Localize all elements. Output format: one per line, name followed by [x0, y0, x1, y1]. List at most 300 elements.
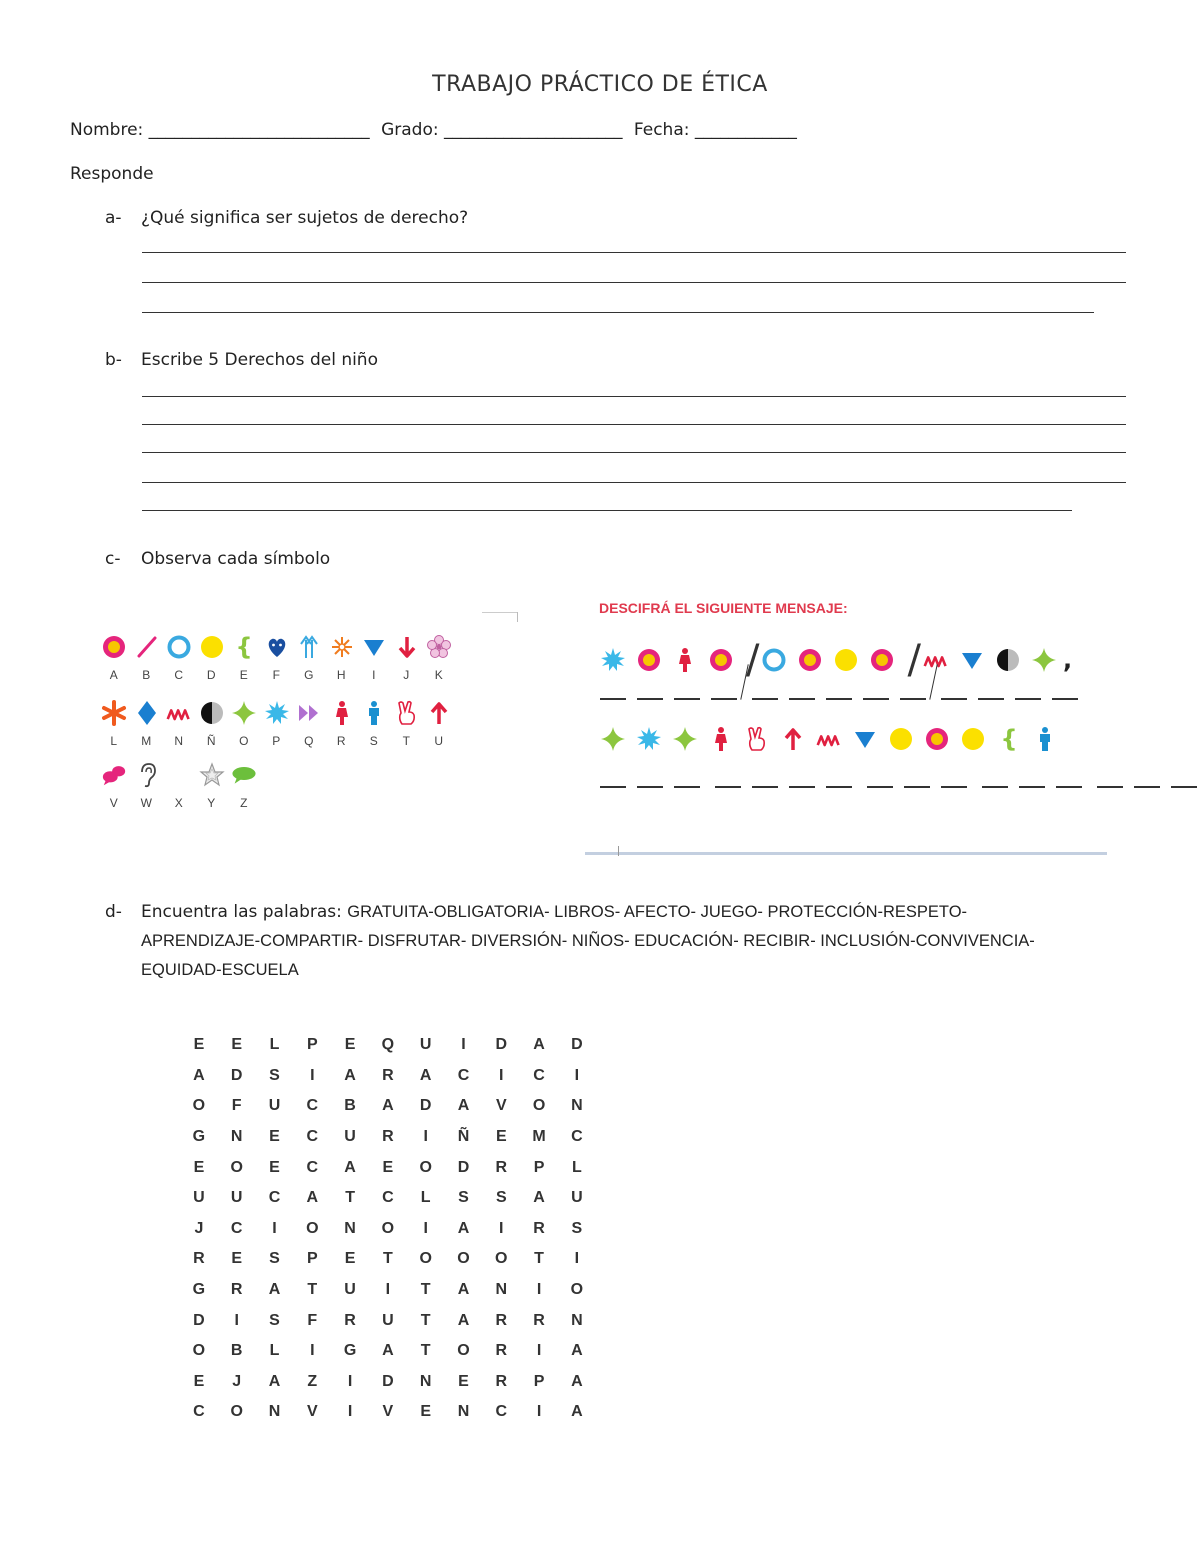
- grid-cell[interactable]: I: [499, 1219, 504, 1237]
- grid-cell[interactable]: P: [306, 1250, 318, 1268]
- letter-blank[interactable]: [1097, 786, 1123, 788]
- grid-cell[interactable]: R: [495, 1158, 508, 1176]
- grid-cell[interactable]: C: [306, 1158, 319, 1176]
- letter-blank[interactable]: [941, 786, 967, 788]
- grid-cell[interactable]: D: [495, 1036, 508, 1054]
- grid-row: [180, 1275, 596, 1306]
- letter-blank[interactable]: [600, 786, 626, 788]
- letter-blank[interactable]: [826, 786, 852, 788]
- ring-icon: [924, 726, 950, 752]
- grid-cell[interactable]: A: [419, 1066, 432, 1084]
- grid-cell[interactable]: U: [571, 1189, 583, 1207]
- grid-cell[interactable]: E: [269, 1158, 280, 1176]
- letter-blank[interactable]: [1052, 698, 1078, 700]
- grid-cell[interactable]: T: [307, 1281, 318, 1299]
- grid-cell[interactable]: T: [382, 1250, 393, 1268]
- grid-cell[interactable]: C: [230, 1219, 243, 1237]
- grid-cell[interactable]: A: [268, 1372, 281, 1390]
- cipher-key-letter: K: [434, 668, 444, 682]
- grid-cell[interactable]: I: [234, 1311, 239, 1329]
- grid-cell[interactable]: A: [457, 1311, 470, 1329]
- ear-icon: [134, 762, 160, 788]
- answer-line[interactable]: [142, 396, 1126, 397]
- grid-cell[interactable]: E: [193, 1372, 205, 1390]
- zigzag-icon: [166, 700, 192, 726]
- grid-cell[interactable]: S: [458, 1189, 469, 1207]
- grid-cell[interactable]: R: [495, 1311, 508, 1329]
- cipher-key-letter: E: [239, 668, 249, 682]
- grid-cell[interactable]: E: [193, 1036, 205, 1054]
- grid-cell[interactable]: E: [382, 1158, 394, 1176]
- grid-cell[interactable]: C: [193, 1403, 205, 1421]
- panel-border: [618, 846, 619, 856]
- grid-cell[interactable]: P: [306, 1036, 318, 1054]
- grid-cell[interactable]: L: [420, 1189, 431, 1207]
- question-b: [105, 350, 378, 370]
- letter-blank[interactable]: [1015, 698, 1041, 700]
- grid-cell[interactable]: N: [230, 1128, 243, 1146]
- grid-cell[interactable]: U: [419, 1036, 432, 1054]
- grid-cell[interactable]: J: [232, 1372, 242, 1390]
- grid-cell[interactable]: O: [570, 1281, 584, 1299]
- grid-cell[interactable]: G: [192, 1128, 206, 1146]
- grid-cell[interactable]: I: [536, 1342, 542, 1360]
- letter-blank[interactable]: [1171, 786, 1197, 788]
- grid-row: [180, 1030, 596, 1061]
- grid-row: [180, 1183, 596, 1214]
- panel-border: [585, 852, 1107, 855]
- grid-cell[interactable]: U: [193, 1189, 205, 1207]
- triangle-icon: [852, 726, 878, 752]
- cipher-key-letter: F: [272, 668, 281, 682]
- blank-icon: [166, 762, 192, 788]
- grid-cell[interactable]: C: [306, 1128, 319, 1146]
- page-title: TRABAJO PRÁCTICO DE ÉTICA: [432, 72, 768, 97]
- cipher-key-letter: U: [434, 734, 445, 748]
- grid-cell[interactable]: Z: [307, 1372, 318, 1390]
- brace-icon: [996, 726, 1022, 752]
- grid-cell[interactable]: O: [457, 1250, 470, 1268]
- message-line-2: [600, 726, 1068, 752]
- letter-blank[interactable]: [752, 698, 778, 700]
- cipher-key-cell: [423, 634, 456, 682]
- cipher-key-letter: A: [109, 668, 119, 682]
- grid-cell[interactable]: C: [533, 1066, 545, 1084]
- grid-cell[interactable]: R: [495, 1342, 508, 1360]
- cipher-key-cell: [326, 634, 359, 682]
- word-gap: [1093, 786, 1097, 788]
- grid-cell[interactable]: A: [571, 1372, 583, 1390]
- grid-cell[interactable]: C: [268, 1189, 281, 1207]
- grid-cell[interactable]: G: [343, 1342, 357, 1360]
- question-c: [105, 549, 330, 569]
- grid-cell[interactable]: C: [571, 1128, 583, 1146]
- grid-cell[interactable]: U: [230, 1189, 243, 1207]
- letter-blank[interactable]: [711, 698, 737, 700]
- answer-line[interactable]: [142, 482, 1126, 483]
- grid-row: [180, 1061, 596, 1092]
- green-sparkle-icon: [600, 726, 626, 752]
- down-arrow-icon: [394, 634, 420, 660]
- grid-cell[interactable]: N: [457, 1403, 470, 1421]
- cipher-key-letter: Ñ: [206, 734, 217, 748]
- grid-cell[interactable]: D: [382, 1372, 394, 1390]
- grid-cell[interactable]: S: [269, 1311, 280, 1329]
- grid-cell[interactable]: I: [499, 1066, 504, 1084]
- cipher-key-cell: [131, 700, 164, 748]
- answer-line[interactable]: [142, 424, 1126, 425]
- grid-cell[interactable]: B: [230, 1342, 243, 1360]
- grid-cell[interactable]: I: [310, 1342, 315, 1360]
- grid-cell[interactable]: T: [420, 1342, 431, 1360]
- grid-cell[interactable]: I: [574, 1250, 580, 1268]
- letter-blank[interactable]: [789, 698, 815, 700]
- grid-cell[interactable]: N: [268, 1403, 281, 1421]
- question-b-letter: b-: [105, 350, 122, 370]
- word-gap: [978, 786, 982, 788]
- letter-blank[interactable]: [637, 786, 663, 788]
- grado-field[interactable]: Grado: _____________________: [381, 120, 623, 140]
- grid-cell[interactable]: E: [344, 1250, 356, 1268]
- blank-line-2[interactable]: [600, 786, 1200, 788]
- cipher-key-letter: Y: [207, 796, 217, 810]
- ring-icon: [101, 634, 127, 660]
- ring-icon: [636, 647, 662, 673]
- grid-cell[interactable]: D: [193, 1311, 205, 1329]
- question-d-prefix: Encuentra las palabras:: [141, 902, 342, 922]
- grid-cell[interactable]: D: [230, 1066, 243, 1084]
- grid-cell[interactable]: E: [420, 1403, 432, 1421]
- letter-blank[interactable]: [982, 786, 1008, 788]
- question-d: [105, 898, 1125, 985]
- letter-blank[interactable]: [1134, 786, 1160, 788]
- grid-cell[interactable]: T: [420, 1311, 431, 1329]
- cipher-key-letter: N: [174, 734, 185, 748]
- flower-icon: [426, 634, 452, 660]
- yellow-dot-icon: [833, 647, 859, 673]
- green-sparkle-icon: [231, 700, 257, 726]
- grid-cell[interactable]: E: [193, 1158, 205, 1176]
- slash-icon: [134, 634, 160, 660]
- question-c-letter: c-: [105, 549, 121, 569]
- cipher-key-cell: [196, 762, 229, 810]
- grid-cell[interactable]: O: [230, 1158, 243, 1176]
- cipher-key-cell: [391, 700, 424, 748]
- diamond-icon: [134, 700, 160, 726]
- grid-cell[interactable]: I: [347, 1403, 353, 1421]
- grid-cell[interactable]: T: [345, 1189, 355, 1207]
- grid-cell[interactable]: I: [536, 1281, 542, 1299]
- blue-ring-icon: [761, 647, 787, 673]
- cipher-key-cell: [196, 700, 229, 748]
- cipher-key-letter: B: [142, 668, 152, 682]
- grid-cell[interactable]: O: [457, 1342, 470, 1360]
- question-d-letter: d-: [105, 902, 122, 922]
- answer-line[interactable]: [142, 510, 1072, 511]
- letter-blank[interactable]: [752, 786, 778, 788]
- answer-line[interactable]: [142, 452, 1126, 453]
- answer-line[interactable]: [142, 252, 1126, 253]
- letter-blank[interactable]: [637, 698, 663, 700]
- grid-cell[interactable]: N: [571, 1311, 583, 1329]
- grid-cell[interactable]: I: [310, 1066, 315, 1084]
- grid-cell[interactable]: A: [533, 1036, 545, 1054]
- grid-cell[interactable]: R: [533, 1219, 545, 1237]
- grid-cell[interactable]: M: [532, 1128, 546, 1146]
- cipher-key-row: [98, 634, 456, 682]
- grid-cell[interactable]: R: [495, 1372, 508, 1390]
- cipher-key-cell: [98, 634, 131, 682]
- nombre-field[interactable]: Nombre: __________________________: [70, 120, 370, 140]
- half-circle-icon: [995, 647, 1021, 673]
- grid-cell[interactable]: I: [461, 1036, 466, 1054]
- cipher-key-cell: [261, 634, 294, 682]
- answer-line[interactable]: [142, 282, 1126, 283]
- grid-cell[interactable]: A: [306, 1189, 319, 1207]
- cipher-key-cell: [391, 634, 424, 682]
- grid-cell[interactable]: C: [306, 1097, 319, 1115]
- cipher-key-cell: [196, 634, 229, 682]
- grid-row: [180, 1367, 596, 1398]
- grid-cell[interactable]: R: [230, 1281, 243, 1299]
- grid-cell[interactable]: A: [382, 1097, 394, 1115]
- grid-cell[interactable]: N: [571, 1097, 583, 1115]
- letter-blank[interactable]: [1019, 786, 1045, 788]
- cipher-key-cell: [98, 700, 131, 748]
- cipher-key-letter: X: [174, 796, 184, 810]
- answer-line[interactable]: [142, 312, 1094, 313]
- grid-cell[interactable]: R: [344, 1311, 356, 1329]
- grid-cell[interactable]: O: [495, 1250, 508, 1268]
- grid-cell[interactable]: E: [495, 1128, 507, 1146]
- grid-cell[interactable]: I: [347, 1372, 353, 1390]
- grid-cell[interactable]: J: [194, 1219, 204, 1237]
- grid-cell[interactable]: R: [193, 1250, 205, 1268]
- cipher-key-letter: S: [369, 734, 379, 748]
- letter-blank[interactable]: [789, 786, 815, 788]
- letter-blank[interactable]: [674, 698, 700, 700]
- grid-cell[interactable]: R: [382, 1066, 394, 1084]
- letter-blank[interactable]: [600, 698, 626, 700]
- grid-cell[interactable]: O: [419, 1250, 432, 1268]
- cipher-key-letter: H: [336, 668, 347, 682]
- grid-cell[interactable]: U: [344, 1281, 356, 1299]
- word-search-grid[interactable]: [180, 1030, 596, 1428]
- grid-cell[interactable]: A: [571, 1403, 583, 1421]
- grid-cell[interactable]: C: [382, 1189, 394, 1207]
- grid-cell[interactable]: Ñ: [457, 1128, 470, 1146]
- grid-row: [180, 1152, 596, 1183]
- triangle-icon: [361, 634, 387, 660]
- grid-cell[interactable]: S: [269, 1250, 280, 1268]
- grid-cell[interactable]: L: [269, 1036, 280, 1054]
- grid-cell[interactable]: U: [268, 1097, 281, 1115]
- word-gap: [937, 698, 941, 700]
- cipher-key-letter: R: [336, 734, 347, 748]
- grid-cell[interactable]: A: [344, 1158, 356, 1176]
- grid-cell[interactable]: A: [533, 1189, 545, 1207]
- grid-cell[interactable]: U: [344, 1128, 356, 1146]
- grid-cell[interactable]: L: [571, 1158, 582, 1176]
- grid-cell[interactable]: P: [533, 1372, 545, 1390]
- cipher-key-letter: J: [403, 668, 411, 682]
- grid-cell[interactable]: O: [192, 1342, 206, 1360]
- peace-hand-icon: [394, 700, 420, 726]
- grid-cell[interactable]: A: [344, 1066, 356, 1084]
- cipher-key-letter: G: [304, 668, 315, 682]
- grid-cell[interactable]: D: [571, 1036, 583, 1054]
- cipher-key-cell: [326, 700, 359, 748]
- grid-row: [180, 1122, 596, 1153]
- cipher-key-cell: [228, 700, 261, 748]
- letter-blank[interactable]: [941, 698, 967, 700]
- question-a-text: ¿Qué significa ser sujetos de derecho?: [141, 208, 469, 228]
- heart-face-icon: [264, 634, 290, 660]
- grid-cell[interactable]: O: [306, 1219, 319, 1237]
- woman-icon: [708, 726, 734, 752]
- grid-cell[interactable]: O: [381, 1219, 395, 1237]
- grid-cell[interactable]: R: [533, 1311, 545, 1329]
- outline-star-icon: [199, 762, 225, 788]
- grid-cell[interactable]: C: [495, 1403, 508, 1421]
- cipher-key-cell: [163, 634, 196, 682]
- letter-blank[interactable]: [674, 786, 700, 788]
- grid-cell[interactable]: O: [230, 1403, 243, 1421]
- word-separator: /: [746, 637, 760, 683]
- grid-cell[interactable]: F: [231, 1097, 242, 1115]
- cipher-key-cell: [163, 762, 196, 810]
- woman-icon: [329, 700, 355, 726]
- cipher-key-cell: [423, 700, 456, 748]
- grid-cell[interactable]: N: [495, 1281, 508, 1299]
- letter-blank[interactable]: [900, 698, 926, 700]
- grid-cell[interactable]: V: [495, 1097, 507, 1115]
- letter-blank[interactable]: [863, 698, 889, 700]
- grid-cell[interactable]: V: [306, 1403, 318, 1421]
- grid-cell[interactable]: A: [193, 1066, 205, 1084]
- triangle-icon: [959, 647, 985, 673]
- cipher-key-row: [98, 762, 261, 810]
- cipher-key-letter: Z: [240, 796, 249, 810]
- play-icon: [296, 700, 322, 726]
- grid-cell[interactable]: E: [344, 1036, 356, 1054]
- grid-cell[interactable]: E: [231, 1250, 243, 1268]
- question-a: [105, 208, 468, 228]
- letter-blank[interactable]: [715, 786, 741, 788]
- cipher-key-cell: [163, 700, 196, 748]
- up-arrow-icon: [426, 700, 452, 726]
- grid-cell[interactable]: T: [420, 1281, 431, 1299]
- letter-blank[interactable]: [978, 698, 1004, 700]
- cipher-key-letter: O: [239, 734, 250, 748]
- word-list-line-3: EQUIDAD-ESCUELA: [141, 961, 299, 979]
- grid-cell[interactable]: S: [269, 1066, 280, 1084]
- green-sparkle-icon: [672, 726, 698, 752]
- grid-cell[interactable]: E: [231, 1036, 243, 1054]
- cipher-key-cell: [228, 762, 261, 810]
- orange-star-icon: [101, 700, 127, 726]
- word-gap: [748, 698, 752, 700]
- message-heading: DESCIFRÁ EL SIGUIENTE MENSAJE:: [599, 600, 848, 616]
- svg-text:{: {: [1000, 726, 1018, 752]
- grid-cell[interactable]: E: [458, 1372, 469, 1390]
- grid-cell[interactable]: O: [419, 1158, 432, 1176]
- grid-cell[interactable]: R: [382, 1128, 394, 1146]
- man-icon: [1032, 726, 1058, 752]
- cipher-key-letter: T: [402, 734, 411, 748]
- cipher-key-letter: C: [174, 668, 185, 682]
- cipher-key-cell: [98, 762, 131, 810]
- student-info-line: [70, 120, 797, 140]
- grid-cell[interactable]: I: [423, 1128, 428, 1146]
- grid-cell[interactable]: D: [457, 1158, 470, 1176]
- grid-cell[interactable]: L: [269, 1342, 280, 1360]
- grid-cell[interactable]: A: [571, 1342, 583, 1360]
- grid-cell[interactable]: A: [382, 1342, 394, 1360]
- grid-cell[interactable]: Q: [381, 1036, 395, 1054]
- grid-cell[interactable]: B: [344, 1097, 356, 1115]
- grid-cell[interactable]: I: [536, 1403, 542, 1421]
- grid-cell[interactable]: A: [457, 1219, 470, 1237]
- cipher-key-cell: [293, 634, 326, 682]
- question-a-letter: a-: [105, 208, 122, 228]
- grid-cell[interactable]: G: [192, 1281, 206, 1299]
- letter-blank[interactable]: [1056, 786, 1082, 788]
- grid-row: [180, 1214, 596, 1245]
- letter-blank[interactable]: [826, 698, 852, 700]
- grid-cell[interactable]: C: [457, 1066, 470, 1084]
- grid-cell[interactable]: S: [495, 1189, 507, 1207]
- question-b-text: Escribe 5 Derechos del niño: [141, 350, 378, 370]
- comma-mark: ,: [1062, 646, 1073, 674]
- grid-cell[interactable]: I: [385, 1281, 391, 1299]
- blue-ring-icon: [166, 634, 192, 660]
- grid-cell[interactable]: A: [268, 1281, 281, 1299]
- letter-blank[interactable]: [867, 786, 893, 788]
- grid-cell[interactable]: D: [419, 1097, 432, 1115]
- grid-cell[interactable]: F: [307, 1311, 318, 1329]
- grid-cell[interactable]: V: [382, 1403, 394, 1421]
- grid-cell[interactable]: N: [344, 1219, 356, 1237]
- grid-cell[interactable]: I: [574, 1066, 580, 1084]
- grid-cell[interactable]: O: [532, 1097, 546, 1115]
- cipher-key-letter: W: [140, 796, 153, 810]
- cyan-burst-icon: [600, 647, 626, 673]
- cipher-key-cell: [131, 762, 164, 810]
- blank-line-1[interactable]: [600, 698, 1089, 700]
- grid-cell[interactable]: I: [423, 1219, 428, 1237]
- grid-cell[interactable]: S: [571, 1219, 583, 1237]
- grid-cell[interactable]: N: [419, 1372, 432, 1390]
- grid-cell[interactable]: U: [382, 1311, 394, 1329]
- brace-icon: [231, 634, 257, 660]
- cipher-key-letter: Q: [304, 734, 315, 748]
- yellow-dot-icon: [960, 726, 986, 752]
- letter-blank[interactable]: [904, 786, 930, 788]
- cyan-burst-icon: [636, 726, 662, 752]
- grid-row: [180, 1397, 596, 1428]
- grid-cell[interactable]: P: [533, 1158, 545, 1176]
- fecha-field[interactable]: Fecha: ____________: [633, 120, 797, 140]
- grid-cell[interactable]: O: [192, 1097, 206, 1115]
- grid-cell[interactable]: E: [269, 1128, 280, 1146]
- yellow-dot-icon: [888, 726, 914, 752]
- green-bubble-icon: [231, 762, 257, 788]
- grid-cell[interactable]: A: [457, 1281, 470, 1299]
- grid-cell[interactable]: A: [457, 1097, 470, 1115]
- grid-cell[interactable]: I: [272, 1219, 277, 1237]
- grid-cell[interactable]: T: [534, 1250, 544, 1268]
